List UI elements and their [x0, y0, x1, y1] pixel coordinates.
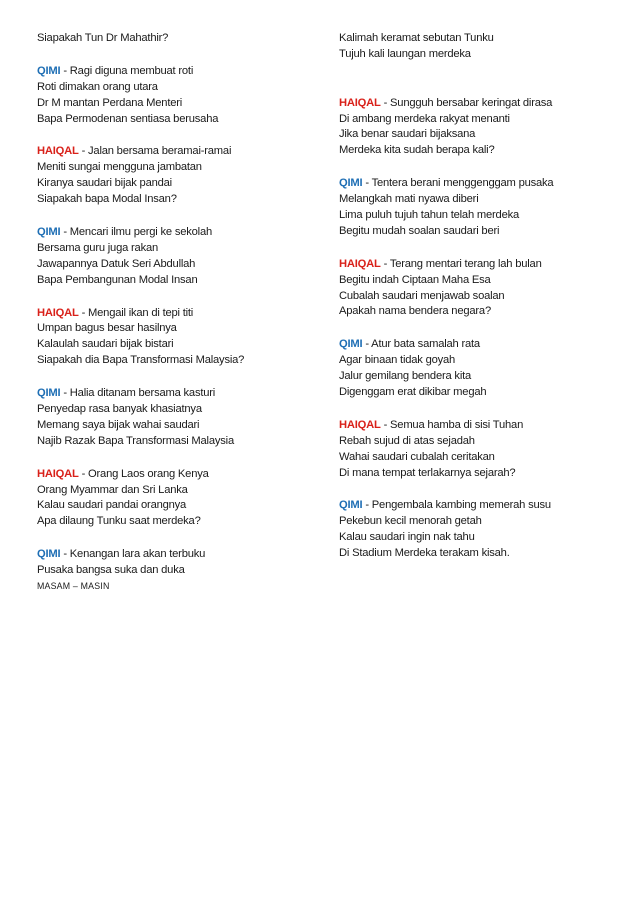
- verse-line: [339, 96, 619, 112]
- stanza: [339, 257, 619, 321]
- verse-line: Digenggam erat dikibar megah: [339, 386, 487, 399]
- verse-line: [37, 467, 312, 483]
- verse-line: Kiranya saudari bijak pandai: [37, 177, 172, 190]
- verse-line: Jika benar saudari bijaksana: [339, 128, 476, 141]
- verse-text: - Tentera berani menggenggam pusaka: [362, 177, 554, 190]
- verse-line: Dr M mantan Perdana Menteri: [37, 96, 183, 109]
- speaker-name: QIMI: [37, 226, 61, 239]
- verse-line: Siapakah dia Bapa Transformasi Malaysia?: [37, 354, 245, 367]
- verse-line: Di Stadium Merdeka terakam kisah.: [339, 547, 510, 560]
- verse-line: Penyedap rasa banyak khasiatnya: [37, 403, 202, 416]
- verse-line: Umpan bagus besar hasilnya: [37, 322, 177, 335]
- stanza: [37, 467, 312, 531]
- verse-line: Tujuh kali laungan merdeka: [339, 47, 471, 60]
- verse-line: [339, 418, 619, 434]
- speaker-name: HAIQAL: [339, 96, 381, 109]
- verse-line: Siapakah bapa Modal Insan?: [37, 193, 177, 206]
- answer-footer: MASAM – MASIN: [37, 581, 110, 592]
- verse-line: Apa dilaung Tunku saat merdeka?: [37, 515, 201, 528]
- verse-line: Agar binaan tidak goyah: [339, 354, 456, 367]
- verse-line: Jalur gemilang bendera kita: [339, 370, 472, 383]
- verse-text: - Terang mentari terang lah bulan: [380, 257, 542, 270]
- verse-line: Rebah sujud di atas sejadah: [339, 434, 475, 447]
- verse-text: - Mencari ilmu pergi ke sekolah: [60, 226, 212, 239]
- verse-line: Pusaka bangsa suka dan duka: [37, 564, 185, 577]
- verse-line: Melangkah mati nyawa diberi: [339, 193, 479, 206]
- verse-line: [339, 498, 619, 514]
- verse-line: Kalau saudari ingin nak tahu: [339, 531, 475, 544]
- verse-text: - Orang Laos orang Kenya: [78, 467, 209, 480]
- verse-line: Bersama guru juga rakan: [37, 241, 159, 254]
- blank-line: [339, 63, 619, 79]
- verse-line: Bapa Permodenan sentiasa berusaha: [37, 112, 219, 125]
- verse-line: Siapakah Tun Dr Mahathir?: [37, 32, 169, 44]
- verse-line: Roti dimakan orang utara: [37, 80, 158, 93]
- verse-line: [339, 257, 619, 273]
- stanza: [37, 31, 312, 47]
- verse-text: - Kenangan lara akan terbuku: [60, 548, 206, 561]
- left-column: [37, 31, 312, 612]
- verse-line: [37, 64, 312, 80]
- speaker-name: HAIQAL: [339, 418, 381, 431]
- right-column: [339, 31, 619, 579]
- stanza: [339, 31, 619, 79]
- verse-line: Meniti sungai mengguna jambatan: [37, 161, 202, 174]
- verse-line: [37, 386, 312, 402]
- stanza: [37, 306, 312, 370]
- speaker-name: QIMI: [37, 64, 61, 77]
- speaker-name: QIMI: [339, 338, 363, 351]
- verse-text: - Mengail ikan di tepi titi: [78, 306, 194, 319]
- speaker-name: HAIQAL: [37, 467, 79, 480]
- verse-line: Apakah nama bendera negara?: [339, 305, 491, 318]
- verse-line: Di mana tempat terlakarnya sejarah?: [339, 466, 516, 479]
- speaker-name: QIMI: [339, 177, 363, 190]
- stanza: [339, 418, 619, 482]
- speaker-name: QIMI: [37, 387, 61, 400]
- verse-text: - Semua hamba di sisi Tuhan: [380, 418, 524, 431]
- verse-line: Najib Razak Bapa Transformasi Malaysia: [37, 434, 234, 447]
- verse-line: Cubalah saudari menjawab soalan: [339, 289, 505, 302]
- verse-line: [339, 176, 619, 192]
- verse-line: Orang Myammar dan Sri Lanka: [37, 483, 188, 496]
- verse-line: Kalaulah saudari bijak bistari: [37, 338, 174, 351]
- verse-line: Kalau saudari pandai orangnya: [37, 499, 187, 512]
- stanza: [37, 386, 312, 450]
- verse-line: Merdeka kita sudah berapa kali?: [339, 144, 495, 157]
- verse-text: - Ragi diguna membuat roti: [60, 64, 194, 77]
- verse-line: Begitu indah Ciptaan Maha Esa: [339, 273, 491, 286]
- verse-line: [37, 306, 312, 322]
- stanza: [339, 96, 619, 160]
- stanza: [339, 498, 619, 562]
- speaker-name: HAIQAL: [37, 145, 79, 158]
- stanza: [37, 64, 312, 128]
- stanza: [37, 547, 312, 595]
- verse-text: - Atur bata samalah rata: [362, 338, 480, 351]
- stanza: [339, 176, 619, 240]
- stanza: [37, 144, 312, 208]
- verse-line: Wahai saudari cubalah ceritakan: [339, 450, 495, 463]
- verse-line: Memang saya bijak wahai saudari: [37, 418, 200, 431]
- verse-line: [37, 144, 312, 160]
- verse-line: [37, 225, 312, 241]
- speaker-name: QIMI: [339, 499, 363, 512]
- verse-line: [37, 547, 312, 563]
- verse-line: Lima puluh tujuh tahun telah merdeka: [339, 209, 520, 222]
- verse-line: Kalimah keramat sebutan Tunku: [339, 32, 494, 44]
- verse-text: - Sungguh bersabar keringat dirasa: [380, 96, 553, 109]
- stanza: [37, 225, 312, 289]
- verse-line: Pekebun kecil menorah getah: [339, 515, 482, 528]
- stanza: [339, 337, 619, 401]
- verse-line: Begitu mudah soalan saudari beri: [339, 224, 500, 237]
- verse-text: - Jalan bersama beramai-ramai: [78, 145, 232, 158]
- verse-text: - Pengembala kambing memerah susu: [362, 499, 551, 512]
- speaker-name: HAIQAL: [37, 306, 79, 319]
- verse-text: - Halia ditanam bersama kasturi: [60, 387, 216, 400]
- verse-line: Jawapannya Datuk Seri Abdullah: [37, 257, 196, 270]
- verse-line: Bapa Pembangunan Modal Insan: [37, 273, 198, 286]
- verse-line: [339, 337, 619, 353]
- verse-line: Di ambang merdeka rakyat menanti: [339, 112, 510, 125]
- speaker-name: HAIQAL: [339, 257, 381, 270]
- speaker-name: QIMI: [37, 548, 61, 561]
